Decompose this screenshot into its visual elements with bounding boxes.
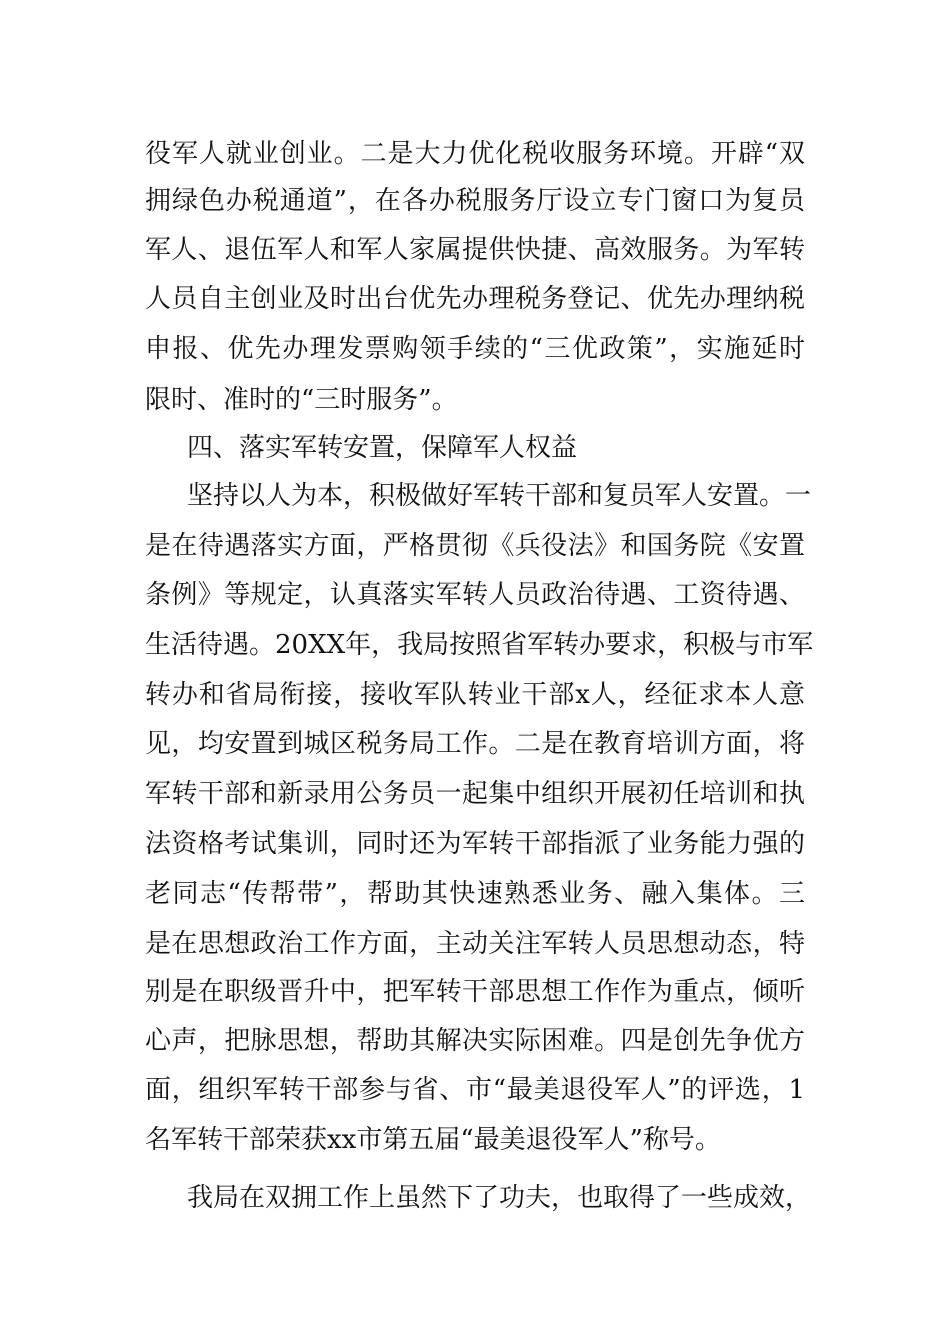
text-line: 是在思想政治工作方面，主动关注军转人员思想动态，特 bbox=[145, 929, 805, 959]
text-line: 生活待遇。20XX年，我局按照省军转办要求，积极与市军 bbox=[145, 630, 814, 660]
text-line: 军转干部和新录用公务员一起集中组织开展初任培训和执 bbox=[145, 779, 805, 809]
text-line: 法资格考试集训，同时还为军转干部指派了业务能力强的 bbox=[145, 829, 805, 859]
text-line: 坚持以人为本，积极做好军转干部和复员军人安置。一 bbox=[187, 481, 812, 511]
text-line: 限时、准时的“三时服务”。 bbox=[145, 385, 458, 415]
text-line: 转办和省局衔接，接收军队转业干部x人，经征求本人意 bbox=[145, 680, 805, 710]
text-line: 申报、优先办理发票购领手续的“三优政策”，实施延时 bbox=[145, 334, 805, 364]
text-line: 面，组织军转干部参与省、市“最美退役军人”的评选，1 bbox=[145, 1075, 805, 1105]
text-line: 军人、退伍军人和军人家属提供快捷、高效服务。为军转 bbox=[145, 235, 805, 265]
text-line: 人员自主创业及时出台优先办理税务登记、优先办理纳税 bbox=[145, 284, 805, 314]
text-line: 拥绿色办税通道”，在各办税服务厅设立专门窗口为复员 bbox=[145, 186, 805, 216]
text-line: 是在待遇落实方面，严格贯彻《兵役法》和国务院《安置 bbox=[145, 531, 805, 561]
text-line: 我局在双拥工作上虽然下了功夫，也取得了一些成效， bbox=[187, 1183, 812, 1213]
section-heading: 四、落实军转安置，保障军人权益 bbox=[187, 433, 578, 463]
text-line: 别是在职级晋升中，把军转干部思想工作作为重点，倾听 bbox=[145, 977, 805, 1007]
text-line: 名军转干部荣获xx市第五届“最美退役军人”称号。 bbox=[145, 1125, 721, 1155]
text-line: 役军人就业创业。二是大力优化税收服务环境。开辟“双 bbox=[145, 139, 805, 169]
text-line: 见，均安置到城区税务局工作。二是在教育培训方面，将 bbox=[145, 729, 805, 759]
text-line: 老同志“传帮带”，帮助其快速熟悉业务、融入集体。三 bbox=[145, 879, 805, 909]
text-line: 条例》等规定，认真落实军转人员政治待遇、工资待遇、 bbox=[145, 580, 805, 610]
text-line: 心声，把脉思想，帮助其解决实际困难。四是创先争优方 bbox=[145, 1026, 805, 1056]
